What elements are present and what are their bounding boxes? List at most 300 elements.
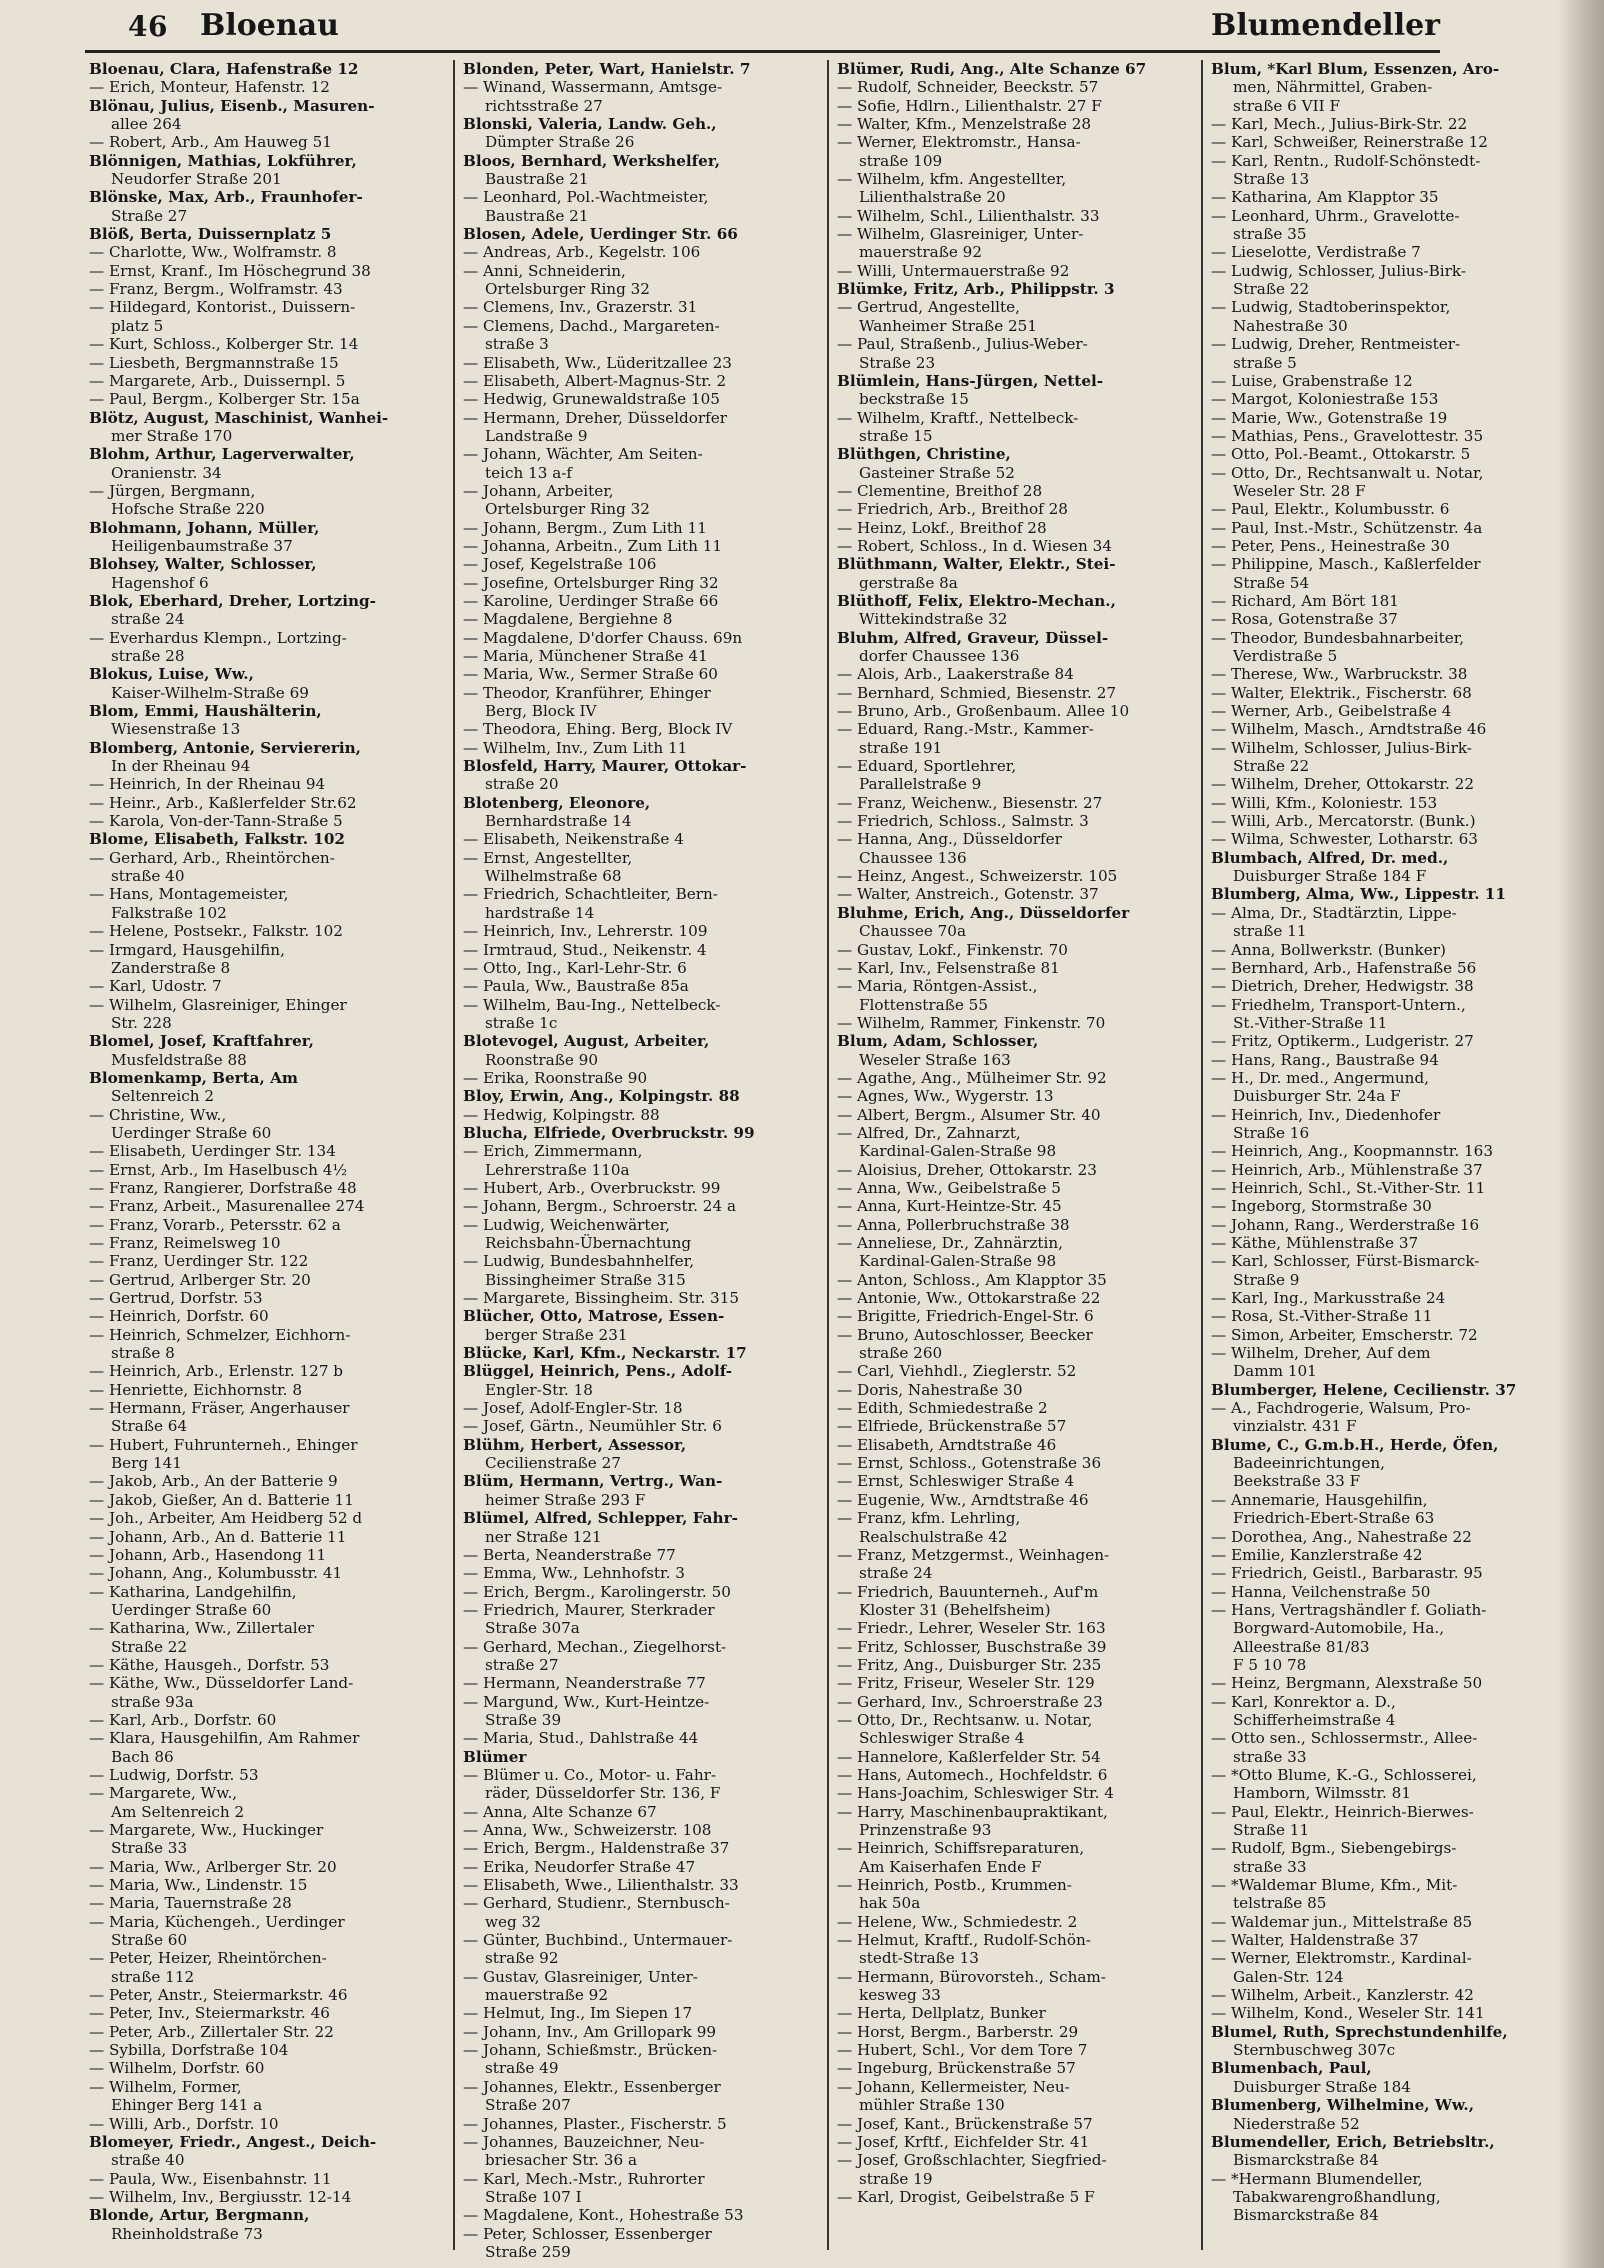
entry-continuation-line: Hagenshof 6 [111, 573, 209, 592]
entry-line: — Hans, Automech., Hochfeldstr. 6 [837, 1765, 1108, 1784]
directory-entry [837, 1472, 1199, 1490]
entry-line: Blönau, Julius, Eisenb., Masuren- [89, 96, 375, 115]
directory-entry [89, 1619, 451, 1656]
entry-line: — Dorothea, Ang., Nahestraße 22 [1211, 1527, 1472, 1546]
directory-entry [1211, 1051, 1563, 1069]
directory-entry [89, 280, 451, 298]
entry-continuation-line: Duisburger Straße 184 [1233, 2077, 1411, 2096]
entry-line: — Heinrich, Dorfstr. 60 [89, 1307, 269, 1326]
directory-entry [837, 78, 1199, 96]
directory-entry-surname [1211, 849, 1563, 886]
entry-continuation-line: Straße 33 [111, 1839, 188, 1858]
directory-entry [463, 372, 825, 390]
entry-line: — Willi, Kfm., Koloniestr. 153 [1211, 793, 1438, 812]
directory-entry [1211, 1674, 1563, 1692]
directory-entry [463, 1179, 825, 1197]
entry-line: — Wilhelm, Kond., Weseler Str. 141 [1211, 2004, 1485, 2023]
directory-entry [837, 1087, 1199, 1105]
directory-entry [837, 1491, 1199, 1509]
entry-continuation-line: Straße 107 I [485, 2187, 582, 2206]
entry-line: — Rudolf, Bgm., Siebengebirgs- [1211, 1839, 1457, 1858]
entry-line: — Johann, Rang., Werderstraße 16 [1211, 1215, 1480, 1234]
entry-line: — Walter, Elektrik., Fischerstr. 68 [1211, 683, 1472, 702]
entry-line: — Katharina, Landgehilfin, [89, 1582, 297, 1601]
column-4 [1207, 60, 1563, 2260]
directory-entry-surname [89, 519, 451, 556]
directory-entry [1211, 115, 1563, 133]
directory-entry-surname [463, 1362, 825, 1399]
directory-entry [463, 959, 825, 977]
directory-entry [463, 1766, 825, 1803]
directory-entry-surname [837, 60, 1199, 78]
entry-line: — Paul, Bergm., Kolberger Str. 15a [89, 390, 360, 409]
directory-entry [1211, 519, 1563, 537]
directory-entry [1211, 1307, 1563, 1325]
entry-line: Blomeyer, Friedr., Angest., Deich- [89, 2132, 377, 2151]
directory-entry [1211, 372, 1563, 390]
entry-line: — Hermann, Neanderstraße 77 [463, 1674, 706, 1693]
entry-continuation-line: gerstraße 8a [859, 573, 958, 592]
entry-line: Bluhme, Erich, Ang., Düsseldorfer [837, 903, 1130, 922]
entry-line: — Gertrud, Angestellte, [837, 298, 1020, 317]
directory-entry [1211, 775, 1563, 793]
directory-entry [1211, 959, 1563, 977]
entry-line: Blumberg, Alma, Ww., Lippestr. 11 [1211, 885, 1506, 904]
directory-entry-surname [463, 757, 825, 794]
directory-entry [1211, 1161, 1563, 1179]
directory-entry [1211, 207, 1563, 244]
entry-line: — Ludwig, Dreher, Rentmeister- [1211, 335, 1461, 354]
directory-entry [463, 537, 825, 555]
entry-line: — Franz, Bergm., Wolframstr. 43 [89, 280, 343, 299]
directory-entry [89, 2041, 451, 2059]
entry-line: — Bruno, Arb., Großenbaum. Allee 10 [837, 702, 1130, 721]
directory-entry [89, 1656, 451, 1674]
directory-entry [1211, 555, 1563, 592]
entry-line: — Franz, Reimelsweg 10 [89, 1234, 281, 1252]
entry-line: — Ludwig, Schlosser, Julius-Birk- [1211, 261, 1466, 280]
entry-line: — Katharina, Ww., Zillertaler [89, 1619, 314, 1638]
entry-line: Blomberg, Antonie, Serviererin, [89, 738, 361, 757]
entry-line: — Johanna, Arbeitn., Zum Lith 11 [463, 536, 723, 555]
entry-continuation-line: straße 8 [111, 1344, 175, 1363]
entry-continuation-line: Rheinholdstraße 73 [111, 2224, 263, 2243]
entry-line: — Fritz, Optikerm., Ludgeristr. 27 [1211, 1032, 1474, 1051]
entry-line: — Blümer u. Co., Motor- u. Fahr- [463, 1765, 717, 1784]
directory-entry [837, 885, 1199, 903]
directory-entry [89, 629, 451, 666]
directory-entry [837, 684, 1199, 702]
directory-entry [463, 2170, 825, 2207]
entry-continuation-line: Engler-Str. 18 [485, 1380, 593, 1399]
directory-entry [89, 1674, 451, 1711]
directory-entry-surname [89, 2206, 451, 2243]
entry-line: — Günter, Buchbind., Untermauer- [463, 1931, 733, 1950]
entry-line: Blümel, Alfred, Schlepper, Fahr- [463, 1509, 738, 1528]
entry-continuation-line: hardstraße 14 [485, 903, 595, 922]
entry-line: — Wilhelm, Schl., Lilienthalstr. 33 [837, 206, 1100, 225]
directory-entry [463, 849, 825, 886]
directory-entry [463, 922, 825, 940]
entry-line: — Sybilla, Dorfstraße 104 [89, 2041, 289, 2060]
entry-line: Blühm, Herbert, Assessor, [463, 1435, 687, 1454]
directory-entry-surname [463, 1472, 825, 1509]
entry-continuation-line: Nahestraße 30 [1233, 316, 1348, 335]
entry-line: — Wilhelm, kfm. Angestellter, [837, 170, 1067, 189]
directory-entry [837, 1509, 1199, 1546]
entry-line: — Willi, Arb., Dorfstr. 10 [89, 2114, 279, 2133]
entry-line: — Emma, Ww., Lehnhofstr. 3 [463, 1564, 685, 1583]
entry-line: — Käthe, Mühlenstraße 37 [1211, 1234, 1419, 1252]
entry-continuation-line: Wittekindstraße 32 [859, 610, 1008, 629]
entry-continuation-line: Damm 101 [1233, 1362, 1317, 1381]
entry-line: — Helmut, Kraftf., Rudolf-Schön- [837, 1931, 1091, 1950]
directory-entry [89, 2188, 451, 2206]
directory-entry-surname [463, 60, 825, 78]
directory-entry-surname [89, 445, 451, 482]
directory-entry [837, 2078, 1199, 2115]
entry-continuation-line: Straße 22 [1233, 280, 1310, 299]
entry-continuation-line: straße 20 [485, 775, 559, 794]
directory-entry [463, 2115, 825, 2133]
entry-line: — Kurt, Schloss., Kolberger Str. 14 [89, 335, 359, 354]
directory-entry [463, 885, 825, 922]
directory-entry [1211, 1106, 1563, 1143]
directory-entry [837, 2004, 1199, 2022]
directory-entry [463, 390, 825, 408]
entry-continuation-line: Baustraße 21 [485, 206, 589, 225]
directory-entry-surname [1211, 1381, 1563, 1399]
entry-line: — Johannes, Bauzeichner, Neu- [463, 2132, 705, 2151]
entry-line: — Johann, Wächter, Am Seiten- [463, 445, 703, 464]
directory-entry-surname [1211, 1436, 1563, 1491]
directory-entry [463, 2225, 825, 2260]
entry-line: Blümer, Rudi, Ang., Alte Schanze 67 [837, 60, 1147, 78]
directory-entry [837, 1766, 1199, 1784]
directory-entry [463, 78, 825, 115]
entry-line: — Josefine, Ortelsburger Ring 32 [463, 573, 719, 592]
entry-continuation-line: Reichsbahn-Übernachtung [485, 1234, 692, 1252]
entry-line: Blosen, Adele, Uerdinger Str. 66 [463, 225, 738, 244]
directory-entry [89, 1711, 451, 1729]
entry-continuation-line: F 5 10 78 [1233, 1655, 1307, 1674]
directory-entry [89, 1362, 451, 1380]
directory-entry [837, 133, 1199, 170]
entry-line: — Wilhelm, Bau-Ing., Nettelbeck- [463, 995, 721, 1014]
directory-entry [1211, 133, 1563, 151]
entry-line: — Gerhard, Arb., Rheintörchen- [89, 848, 335, 867]
entry-line: — Theodor, Kranführer, Ehinger [463, 683, 711, 702]
directory-entry [1211, 188, 1563, 206]
entry-line: — Erika, Roonstraße 90 [463, 1068, 648, 1087]
directory-entry [89, 775, 451, 793]
directory-entry-surname [463, 225, 825, 243]
directory-entry [89, 849, 451, 886]
entry-line: Blohm, Arthur, Lagerverwalter, [89, 445, 355, 464]
entry-continuation-line: stedt-Straße 13 [859, 1949, 979, 1968]
entry-line: — Liesbeth, Bergmannstraße 15 [89, 353, 339, 372]
entry-line: — Heinz, Angest., Schweizerstr. 105 [837, 867, 1118, 886]
entry-line: — Karl, Ing., Markusstraße 24 [1211, 1289, 1446, 1308]
entry-continuation-line: Baustraße 21 [485, 170, 589, 189]
entry-line: — Johann, Inv., Am Grillopark 99 [463, 2022, 717, 2041]
entry-line: — Johann, Arb., Hasendong 11 [89, 1545, 327, 1564]
directory-entry [837, 1546, 1199, 1583]
directory-entry [89, 133, 451, 151]
entry-line: — Helmut, Ing., Im Siepen 17 [463, 2004, 693, 2023]
directory-entry-surname [837, 592, 1199, 629]
directory-entry [837, 1381, 1199, 1399]
directory-entry [89, 1528, 451, 1546]
entry-line: — Elisabeth, Arndtstraße 46 [837, 1435, 1057, 1454]
directory-entry-surname [837, 904, 1199, 941]
entry-line: — Clemens, Dachd., Margareten- [463, 316, 720, 335]
directory-entry [89, 794, 451, 812]
entry-line: — Anna, Ww., Schweizerstr. 108 [463, 1821, 712, 1839]
entry-line: — Antonie, Ww., Ottokarstraße 22 [837, 1289, 1101, 1308]
directory-entry [837, 1179, 1199, 1197]
entry-line: — Magdalene, Kont., Hohestraße 53 [463, 2206, 744, 2225]
directory-entry [463, 739, 825, 757]
entry-continuation-line: mauerstraße 92 [485, 1986, 608, 2005]
entry-line: — Josef, Kegelstraße 106 [463, 555, 657, 574]
entry-continuation-line: straße 191 [859, 738, 943, 757]
directory-entry [463, 354, 825, 372]
entry-line: — Käthe, Ww., Düsseldorfer Land- [89, 1674, 354, 1693]
directory-entry [463, 830, 825, 848]
entry-continuation-line: Duisburger Str. 24a F [1233, 1087, 1401, 1106]
entry-line: Blüm, Hermann, Vertrg., Wan- [463, 1472, 723, 1491]
entry-continuation-line: Beekstraße 33 F [1233, 1472, 1361, 1491]
directory-entry-surname [89, 702, 451, 739]
entry-line: — Hermann, Dreher, Düsseldorfer [463, 408, 728, 427]
entry-line: — Paul, Straßenb., Julius-Weber- [837, 335, 1088, 354]
entry-continuation-line: Ortelsburger Ring 32 [485, 500, 650, 519]
directory-entry [1211, 702, 1563, 720]
header-rule [85, 50, 1440, 53]
entry-line: — Fritz, Schlosser, Buschstraße 39 [837, 1637, 1107, 1656]
directory-entry [1211, 1949, 1563, 1986]
entry-line: — Edith, Schmiedestraße 2 [837, 1399, 1048, 1418]
directory-entry [1211, 298, 1563, 335]
directory-entry [837, 1803, 1199, 1840]
entry-line: — Maria, Tauernstraße 28 [89, 1894, 292, 1913]
directory-entry [463, 1601, 825, 1638]
entry-line: — Erich, Bergm., Karolingerstr. 50 [463, 1582, 731, 1601]
directory-entry [1211, 1216, 1563, 1234]
directory-entry-surname [89, 555, 451, 592]
directory-entry [89, 1986, 451, 2004]
entry-line: — Erich, Zimmermann, [463, 1142, 643, 1161]
entry-line: — Johann, Kellermeister, Neu- [837, 2077, 1070, 2096]
entry-line: — Ludwig, Weichenwärter, [463, 1215, 670, 1234]
entry-line: — Bruno, Autoschlosser, Beecker [837, 1325, 1093, 1344]
entry-line: Bloenau, Clara, Hafenstraße 12 [89, 60, 359, 78]
entry-continuation-line: Straße 54 [1233, 573, 1310, 592]
directory-entry [463, 243, 825, 261]
entry-continuation-line: Hamborn, Wilmsstr. 81 [1233, 1784, 1411, 1803]
directory-entry [463, 1216, 825, 1253]
directory-entry [463, 482, 825, 519]
entry-continuation-line: St.-Vither-Straße 11 [1233, 1013, 1388, 1032]
entry-line: — Winand, Wassermann, Amtsge- [463, 78, 723, 97]
entry-continuation-line: heimer Straße 293 F [485, 1490, 646, 1509]
entry-continuation-line: richtsstraße 27 [485, 96, 603, 115]
entry-line: — Peter, Pens., Heinestraße 30 [1211, 536, 1450, 555]
entry-continuation-line: Straße 259 [485, 2242, 571, 2260]
directory-entry [1211, 1766, 1563, 1803]
directory-entry [89, 262, 451, 280]
directory-entry [837, 537, 1199, 555]
entry-line: — Käthe, Hausgeh., Dorfstr. 53 [89, 1655, 330, 1674]
entry-continuation-line: straße 11 [1233, 922, 1307, 941]
entry-continuation-line: Tabakwarengroßhandlung, [1233, 2187, 1441, 2206]
directory-entry [1211, 243, 1563, 261]
entry-line: — Brigitte, Friedrich-Engel-Str. 6 [837, 1307, 1094, 1326]
directory-entry [89, 2078, 451, 2115]
entry-line: — Maria, Röntgen-Assist., [837, 977, 1038, 996]
directory-entry [463, 1142, 825, 1179]
directory-entry [89, 1106, 451, 1143]
directory-entry-surname [89, 188, 451, 225]
directory-entry [1211, 1032, 1563, 1050]
directory-entry [837, 2151, 1199, 2188]
directory-entry [837, 1619, 1199, 1637]
entry-continuation-line: straße 260 [859, 1344, 943, 1363]
directory-entry [837, 1014, 1199, 1032]
entry-line: — Heinrich, Ang., Koopmannstr. 163 [1211, 1142, 1493, 1161]
directory-entry [1211, 1289, 1563, 1307]
directory-entry [1211, 262, 1563, 299]
directory-entry-surname [463, 1748, 825, 1766]
entry-line: — Agnes, Ww., Wygerstr. 13 [837, 1087, 1054, 1106]
entry-line: — Wilhelm, Inv., Zum Lith 11 [463, 738, 688, 757]
directory-entry [837, 1638, 1199, 1656]
directory-entry [463, 592, 825, 610]
entry-line: — Hedwig, Grunewaldstraße 105 [463, 390, 720, 409]
entry-line: — Therese, Ww., Warbruckstr. 38 [1211, 665, 1468, 684]
entry-line: — Erich, Monteur, Hafenstr. 12 [89, 78, 330, 97]
directory-entry [463, 574, 825, 592]
entry-line: — Magdalene, D'dorfer Chauss. 69n [463, 628, 743, 647]
directory-entry [89, 243, 451, 261]
directory-entry [463, 1252, 825, 1289]
entry-continuation-line: Weseler Str. 28 F [1233, 481, 1366, 500]
entry-line: — Alois, Arb., Laakerstraße 84 [837, 665, 1074, 684]
entry-continuation-line: Bissingheimer Straße 315 [485, 1270, 686, 1289]
entry-line: — Annemarie, Hausgehilfin, [1211, 1490, 1428, 1509]
entry-line: Blöß, Berta, Duissernplatz 5 [89, 225, 332, 244]
entry-line: — Franz, Uerdinger Str. 122 [89, 1252, 309, 1271]
entry-line: — Waldemar jun., Mittelstraße 85 [1211, 1912, 1473, 1931]
directory-entry [837, 1399, 1199, 1417]
directory-entry [1211, 830, 1563, 848]
entry-continuation-line: Bismarckstraße 84 [1233, 2151, 1379, 2170]
entry-line: — Emilie, Kanzlerstraße 42 [1211, 1545, 1423, 1564]
entry-line: — Werner, Elektromstr., Kardinal- [1211, 1949, 1472, 1968]
entry-continuation-line: Am Kaiserhafen Ende F [859, 1857, 1042, 1876]
entry-continuation-line: Flottenstraße 55 [859, 995, 989, 1014]
entry-continuation-line: Cecilienstraße 27 [485, 1454, 621, 1473]
entry-line: — Hubert, Fuhrunterneh., Ehinger [89, 1435, 358, 1454]
directory-entry [89, 1234, 451, 1252]
entry-continuation-line: Straße 39 [485, 1710, 562, 1729]
directory-entry [89, 1436, 451, 1473]
directory-entry [1211, 335, 1563, 372]
entry-line: — Johannes, Plaster., Fischerstr. 5 [463, 2114, 727, 2133]
directory-entry [463, 298, 825, 316]
directory-entry [837, 1913, 1199, 1931]
entry-continuation-line: Zanderstraße 8 [111, 958, 231, 977]
entry-line: — Wilma, Schwester, Lotharstr. 63 [1211, 830, 1478, 849]
entry-line: — Lieselotte, Verdistraße 7 [1211, 243, 1421, 262]
entry-continuation-line: Straße 207 [485, 2096, 571, 2115]
directory-entry [463, 977, 825, 995]
entry-line: — Wilhelm, Glasreiniger, Unter- [837, 225, 1084, 244]
entry-line: — Hans, Vertragshändler f. Goliath- [1211, 1600, 1487, 1619]
entry-line: — Alma, Dr., Stadtärztin, Lippe- [1211, 903, 1457, 922]
entry-line: — Erika, Neudorfer Straße 47 [463, 1857, 696, 1876]
entry-line: — Joh., Arbeiter, Am Heidberg 52 d [89, 1509, 363, 1528]
entry-continuation-line: briesacher Str. 36 a [485, 2151, 637, 2170]
entry-line: — Karl, Drogist, Geibelstraße 5 F [837, 2187, 1095, 2206]
entry-line: — Leonhard, Pol.-Wachtmeister, [463, 188, 709, 207]
entry-continuation-line: mer Straße 170 [111, 426, 233, 445]
directory-entry [89, 1949, 451, 1986]
directory-entry-surname [463, 1509, 825, 1546]
entry-continuation-line: straße 33 [1233, 1857, 1307, 1876]
entry-line: — Theodor, Bundesbahnarbeiter, [1211, 628, 1465, 647]
directory-entry [89, 1252, 451, 1270]
directory-entry [89, 390, 451, 408]
entry-line: — Friedrich, Arb., Breithof 28 [837, 500, 1068, 519]
directory-entry [463, 519, 825, 537]
entry-line: — Heinrich, Inv., Diedenhofer [1211, 1105, 1441, 1124]
entry-line: Blüggel, Heinrich, Pens., Adolf- [463, 1362, 733, 1381]
entry-line: Blumenberg, Wilhelmine, Ww., [1211, 2096, 1474, 2115]
directory-entry [89, 335, 451, 353]
directory-entry-surname [89, 97, 451, 134]
directory-entry [463, 1197, 825, 1215]
directory-entry [1211, 1931, 1563, 1949]
entry-continuation-line: straße 24 [111, 610, 185, 629]
entry-line: — Maria, Münchener Straße 41 [463, 647, 708, 665]
entry-line: — Elisabeth, Neikenstraße 4 [463, 830, 684, 849]
directory-entry-surname [463, 1344, 825, 1362]
entry-continuation-line: Niederstraße 52 [1233, 2114, 1360, 2133]
directory-entry [89, 1307, 451, 1325]
directory-entry [89, 1326, 451, 1363]
entry-line: — A., Fachdrogerie, Walsum, Pro- [1211, 1399, 1471, 1418]
entry-continuation-line: Kardinal-Galen-Straße 98 [859, 1252, 1057, 1271]
entry-line: Blötz, August, Maschinist, Wanhei- [89, 408, 389, 427]
directory-entry [837, 959, 1199, 977]
entry-line: — Maria, Ww., Lindenstr. 15 [89, 1876, 308, 1895]
directory-entry [463, 1839, 825, 1857]
entry-line: — Franz, Arbeit., Masurenallee 274 [89, 1197, 365, 1216]
directory-entry-surname [837, 280, 1199, 298]
directory-entry [89, 885, 451, 922]
directory-entry [837, 1197, 1199, 1215]
entry-line: — Heinrich, Inv., Lehrerstr. 109 [463, 922, 708, 941]
directory-entry [463, 629, 825, 647]
entry-line: Blumberger, Helene, Cecilienstr. 37 [1211, 1380, 1517, 1399]
directory-entry [89, 1472, 451, 1490]
directory-entry [837, 482, 1199, 500]
directory-entry [89, 1399, 451, 1436]
directory-entry [89, 1289, 451, 1307]
entry-line: — Anni, Schneiderin, [463, 261, 626, 280]
